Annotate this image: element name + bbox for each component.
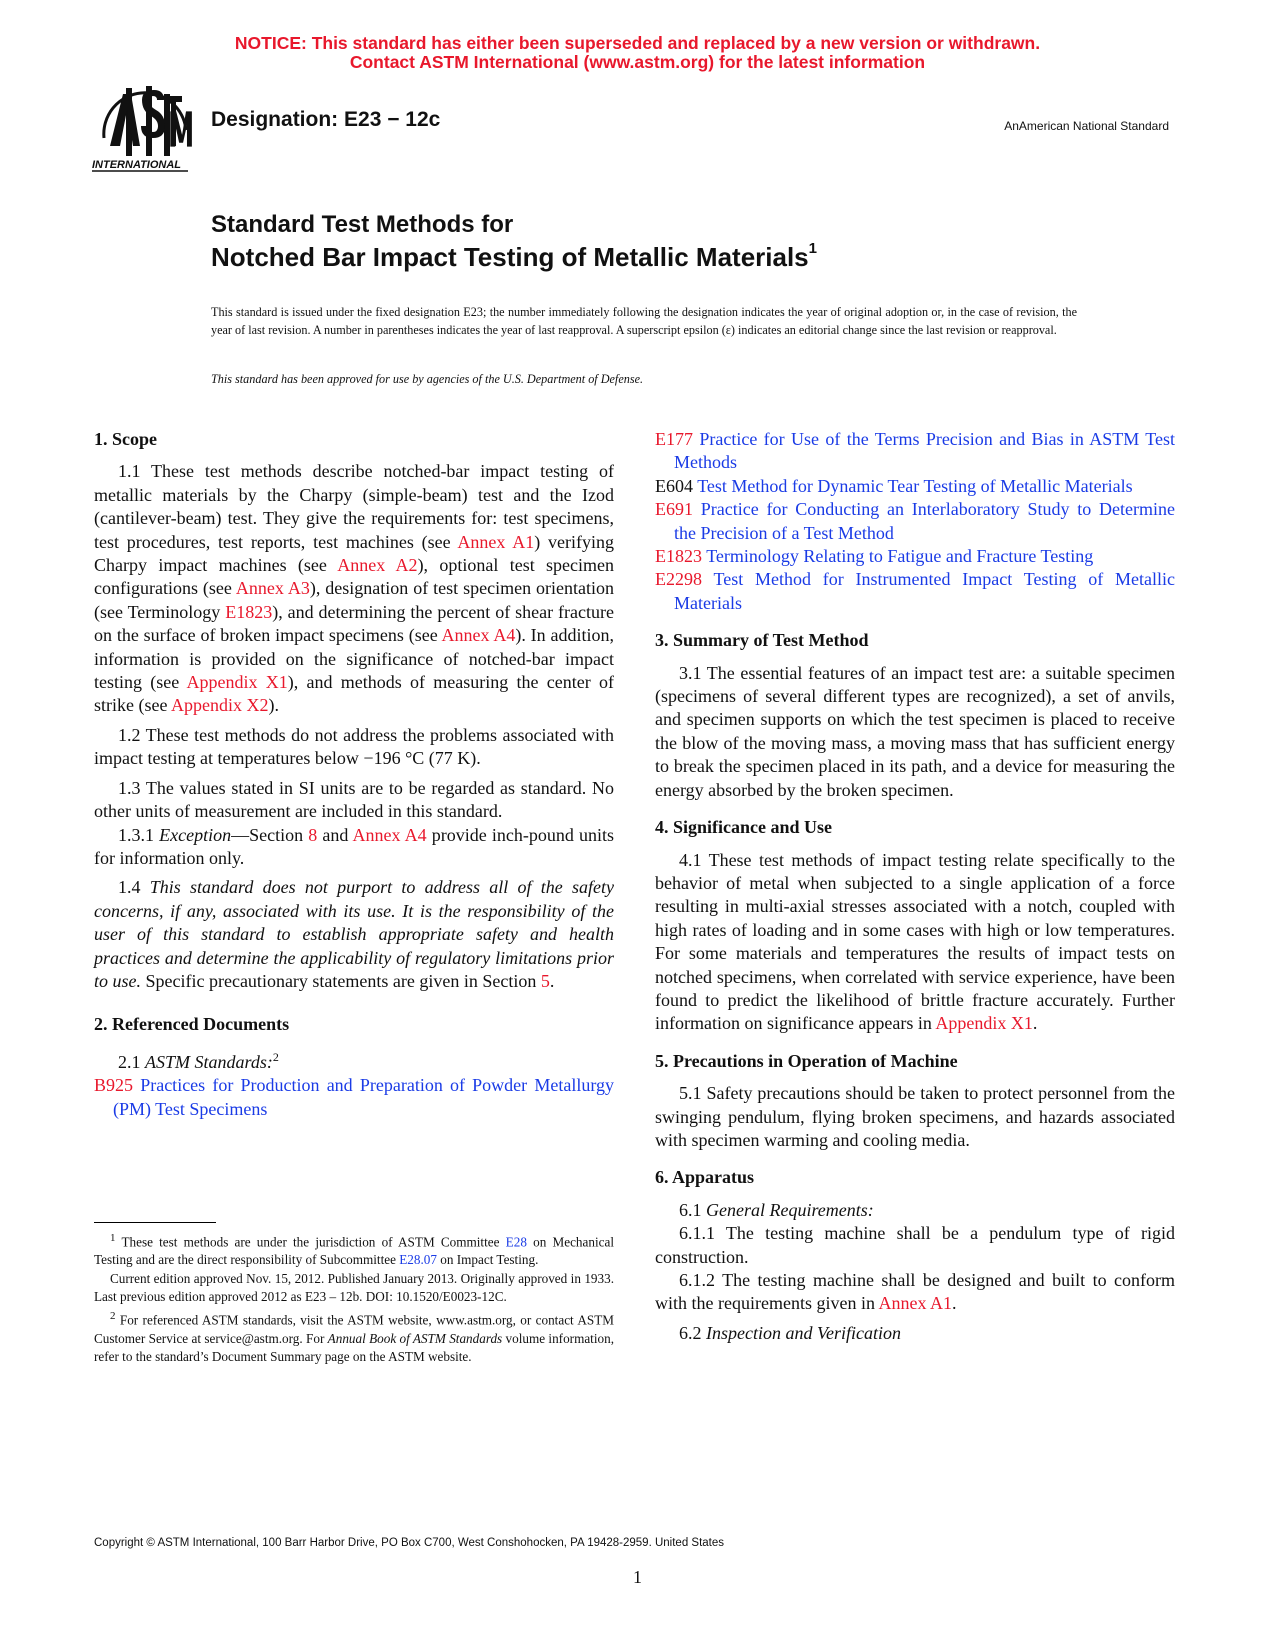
section-heading-summary: 3. Summary of Test Method <box>655 630 869 651</box>
paragraph-6-1-2: 6.1.2 The testing machine shall be designed and built to conform with the requirements given in Annex A1. <box>655 1270 1175 1314</box>
supersession-notice <box>0 34 1275 72</box>
section-heading-precautions: 5. Precautions in Operation of Machine <box>655 1050 958 1071</box>
footnote-1: $^1$ These test methods are under the jurisdiction of ASTM Committee E28 on Mechanical Testing and are the direct responsibility of Subcommittee E28.07 on Impact Testing. <box>94 1232 614 1268</box>
link-annex-a2[interactable]: Annex A2 <box>337 555 418 576</box>
national-standard-label: AnAmerican National Standard <box>1004 119 1169 133</box>
reference-item[interactable]: E2298 Test Method for Instrumented Impact Testing of Metallic Materials <box>655 569 1175 613</box>
link-annex-a4[interactable]: Annex A4 <box>441 625 516 646</box>
paragraph-6-2: 6.2 Inspection and Verification <box>679 1322 901 1343</box>
reference-item[interactable]: E177 Practice for Use of the Terms Precision and Bias in ASTM Test Methods <box>655 429 1175 473</box>
link-annex-a3[interactable]: Annex A3 <box>235 578 310 599</box>
paragraph-1-1: 1.1 These test methods describe notched-bar impact testing of metallic materials by the Charpy (simple-beam) test and the Izod (cantilever-beam) test. They give the requirements for: test specimens, test procedures, test reports, test machines (see Annex A1) verifying Charpy impact machines (see Annex A2), optional test specimen configurations (see Annex A3), designation of test specimen orientation (see Terminology E1823), and determining the percent of shear fracture on the surface of broken impact specimens (see Annex A4). In addition, information is provided on the significance of notched-bar impact testing (see Appendix X1), and methods of measuring the center of strike (see Appendix X2). <box>94 461 615 716</box>
link-annex-a1[interactable]: Annex A1 <box>457 531 535 552</box>
designation: Designation: E23 − 12c <box>211 108 441 131</box>
link-e28[interactable]: E28 <box>505 1234 527 1250</box>
section-heading-scope: 1. Scope <box>94 429 157 449</box>
paragraph-5-1: 5.1 Safety precautions should be taken to protect personnel from the swinging pendulum, flying broken specimens, and hazards associated with specimen warming and cooling media. <box>655 1083 1175 1150</box>
issuance-statement: This standard is issued under the fixed designation E23; the number immediately following the designation indicates the year of original adoption or, in the case of revision, the year of last revision. A number in parentheses indicates the year of last reapproval. A superscript epsilon (ε) indicates an editorial change since the last revision or reapproval. <box>211 305 1077 337</box>
section-heading-apparatus: 6. Apparatus <box>655 1167 755 1188</box>
footnotes <box>94 1229 614 1367</box>
title-line-2 <box>211 242 817 273</box>
title-text: Notched Bar Impact Testing of Metallic Materials <box>211 242 809 272</box>
paragraph-6-1: 6.1 General Requirements: <box>679 1199 874 1220</box>
reference-item[interactable]: B925 Practices for Production and Preparation of Powder Metallurgy (PM) Test Specimens <box>94 1075 615 1119</box>
notice-line-2: Contact ASTM International (www.astm.org) for the latest information <box>349 52 926 72</box>
link-appendix-x2[interactable]: Appendix X2 <box>170 695 269 716</box>
paragraph-1-2: 1.2 These test methods do not address the problems associated with impact testing at temperatures below −196 °C (77 K). <box>94 724 614 769</box>
astm-logo <box>90 80 202 180</box>
link-appendix-x1[interactable]: Appendix X1 <box>186 672 288 693</box>
title-footnote-mark[interactable]: 1 <box>808 240 817 257</box>
section-heading-significance: 4. Significance and Use <box>655 817 833 838</box>
left-column <box>94 428 614 1121</box>
link-annex-a4[interactable]: Annex A4 <box>352 824 427 845</box>
link-section-8[interactable]: 8 <box>308 824 318 845</box>
paragraph-2-1: 2.1 ASTM Standards:$^2$ <box>118 1049 279 1072</box>
paragraph-1-4: 1.4 This standard does not purport to address all of the safety concerns, if any, associated with its use. It is the responsibility of the user of this standard to establish appropriate safety and health practices and determine the applicability of regulatory limitations prior to use. Specific precautionary statements are given in Section 5. <box>94 877 615 991</box>
link-e28-07[interactable]: E28.07 <box>399 1252 437 1268</box>
paragraph-3-1: 3.1 The essential features of an impact test are: a suitable specimen (specimens of several different types are recognized), a set of anvils, and specimen supports on which the test specimen is placed to receive the blow of the moving mass, a moving mass that has sufficient energy to break the specimen placed in its path, and a device for measuring the energy absorbed by the broken specimen. <box>655 662 1175 800</box>
reference-item[interactable]: E604 Test Method for Dynamic Tear Testing of Metallic Materials <box>655 475 1133 496</box>
copyright: Copyright © ASTM International, 100 Barr Harbor Drive, PO Box C700, West Conshohocken, PA 19428-2959. United States <box>94 1537 725 1549</box>
link-section-5[interactable]: 5 <box>540 970 550 991</box>
paragraph-1-3: 1.3 The values stated in SI units are to be regarded as standard. No other units of measurement are included in this standard. <box>94 777 614 822</box>
footnote-2: $^2$ For referenced ASTM standards, visit the ASTM website, www.astm.org, or contact ASTM Customer Service at service@astm.org. For Annual Book of ASTM Standards volume information, refer to the standard’s Document Summary page on the ASTM website. <box>94 1310 614 1364</box>
dod-approval-note: This standard has been approved for use by agencies of the U.S. Department of Defense. <box>211 372 644 386</box>
reference-item[interactable]: E691 Practice for Conducting an Interlaboratory Study to Determine the Precision of a Test Method <box>655 499 1175 543</box>
logo-text: INTERNATIONAL <box>92 159 182 171</box>
notice-line-1: NOTICE: This standard has either been superseded and replaced by a new version or withdrawn. <box>234 33 1041 53</box>
footnote-1-edition: Current edition approved Nov. 15, 2012. Published January 2013. Originally approved in 1933. Last previous edition approved 2012 as E23 – 12b. DOI: 10.1520/E0023-12C. <box>94 1271 614 1305</box>
link-e1823[interactable]: E1823 <box>225 601 273 622</box>
paragraph-1-3-1: 1.3.1 Exception—Section 8 and Annex A4 provide inch-pound units for information only. <box>94 824 614 868</box>
link-appendix-x1[interactable]: Appendix X1 <box>935 1013 1033 1034</box>
link-annex-a1[interactable]: Annex A1 <box>878 1293 952 1314</box>
paragraph-6-1-1: 6.1.1 The testing machine shall be a pendulum type of rigid construction. <box>655 1223 1175 1267</box>
right-column <box>655 428 1175 1351</box>
reference-item[interactable]: E1823 Terminology Relating to Fatigue and Fracture Testing <box>655 546 1094 567</box>
footnote-rule <box>94 1222 216 1223</box>
section-heading-referenced-documents: 2. Referenced Documents <box>94 1014 290 1035</box>
title-line-1: Standard Test Methods for <box>211 211 514 238</box>
paragraph-4-1: 4.1 These test methods of impact testing relate specifically to the behavior of metal when subjected to a single application of a force resulting in multi-axial stresses associated with a notch, coupled with high rates of loading and in some cases with high or low temperatures. For some materials and temperatures the results of impact tests on notched specimens, when correlated with service experience, have been found to predict the likelihood of brittle fracture accurately. Further information on significance appears in Appendix X1. <box>655 849 1175 1034</box>
page-number: 1 <box>633 1567 642 1587</box>
